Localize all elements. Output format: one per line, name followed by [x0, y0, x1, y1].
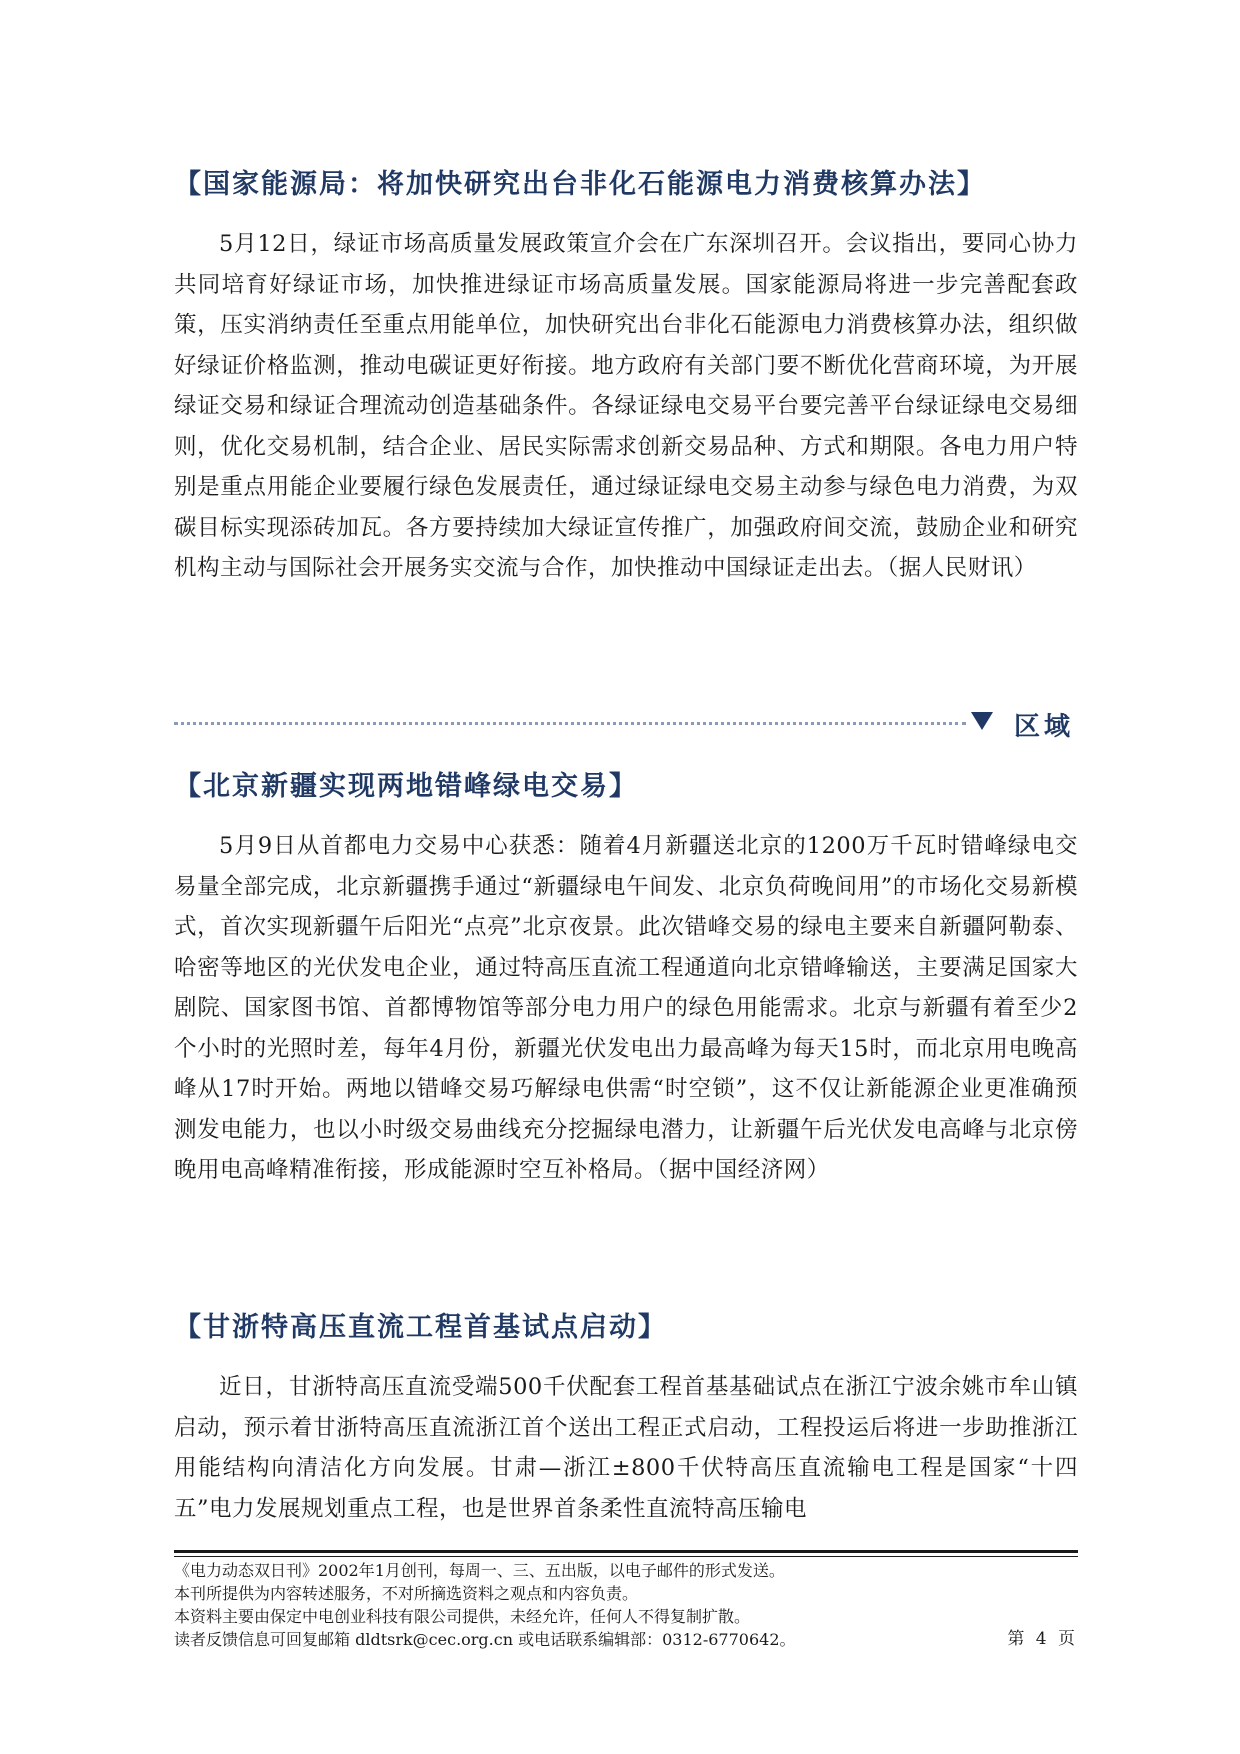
- section-divider: [174, 706, 1078, 740]
- article-heading-nea: 【国家能源局：将加快研究出台非化石能源电力消费核算办法】: [174, 169, 986, 200]
- footer-publication-info: 《电力动态双日刊》2002年1月创刊，每周一、三、五出版，以电子邮件的形式发送。: [174, 1561, 785, 1580]
- section-label: 区域: [1014, 712, 1075, 742]
- footer-copyright: 本资料主要由保定中电创业科技有限公司提供，未经允许，任何人不得复制扩散。: [174, 1607, 751, 1626]
- footer-rule: [174, 1550, 1078, 1553]
- article-body-beijing-xinjiang: 5月9日从首都电力交易中心获悉：随着4月新疆送北京的1200万千瓦时错峰绿电交易量全部完成，北京新疆携手通过“新疆绿电午间发、北京负荷晚间用”的市场化交易新模式，首次实现新疆午后阳光“点亮”北京夜景。此次错峰交易的绿电主要来自新疆阿勒泰、哈密等地区的光伏发电企业，通过特高压直流工程通道向北京错峰输送，主要满足国家大剧院、国家图书馆、首都博物馆等部分电力用户的绿色用能需求。北京与新疆有着至少2个小时的光照时差，每年4月份，新疆光伏发电出力最高峰为每天15时，而北京用电晚高峰从17时开始。两地以错峰交易巧解绿电供需“时空锁”，这不仅让新能源企业更准确预测发电能力，也以小时级交易曲线充分挖掘绿电潜力，让新疆午后光伏发电高峰与北京傍晚用电高峰精准衔接，形成能源时空互补格局。（据中国经济网）: [174, 833, 1078, 1183]
- footer-disclaimer: 本刊所提供为内容转述服务，不对所摘选资料之观点和内容负责。: [174, 1584, 639, 1603]
- article-heading-beijing-xinjiang: 【北京新疆实现两地错峰绿电交易】: [174, 771, 638, 802]
- footer-contact: 读者反馈信息可回复邮箱 dldtsrk@cec.org.cn 或电话联系编辑部：0312-6770642。: [174, 1630, 796, 1649]
- article-body-nea: 5月12日，绿证市场高质量发展政策宣介会在广东深圳召开。会议指出，要同心协力共同培育好绿证市场，加快推进绿证市场高质量发展。国家能源局将进一步完善配套政策，压实消纳责任至重点用能单位，加快研究出台非化石能源电力消费核算办法，组织做好绿证价格监测，推动电碳证更好衔接。地方政府有关部门要不断优化营商环境，为开展绿证交易和绿证合理流动创造基础条件。各绿证绿电交易平台要完善平台绿证绿电交易细则，优化交易机制，结合企业、居民实际需求创新交易品种、方式和期限。各电力用户特别是重点用能企业要履行绿色发展责任，通过绿证绿电交易主动参与绿色电力消费，为双碳目标实现添砖加瓦。各方要持续加大绿证宣传推广，加强政府间交流，鼓励企业和研究机构主动与国际社会开展务实交流与合作，加快推动中国绿证走出去。（据人民财讯）: [174, 231, 1078, 581]
- article-heading-gansu-zhejiang: 【甘浙特高压直流工程首基试点启动】: [174, 1312, 667, 1343]
- footer-rule-thin: [174, 1556, 1078, 1557]
- article-body-gansu-zhejiang: 近日，甘浙特高压直流受端500千伏配套工程首基基础试点在浙江宁波余姚市牟山镇启动，预示着甘浙特高压直流浙江首个送出工程正式启动，工程投运后将进一步助推浙江用能结构向清洁化方向发展。甘肃—浙江±800千伏特高压直流输电工程是国家“十四五”电力发展规划重点工程，也是世界首条柔性直流特高压输电: [174, 1374, 1078, 1522]
- dotted-rule: [174, 722, 966, 725]
- page-number: 第 4 页: [1007, 1629, 1078, 1649]
- triangle-down-icon: [971, 712, 993, 730]
- footer: [174, 1559, 1078, 1651]
